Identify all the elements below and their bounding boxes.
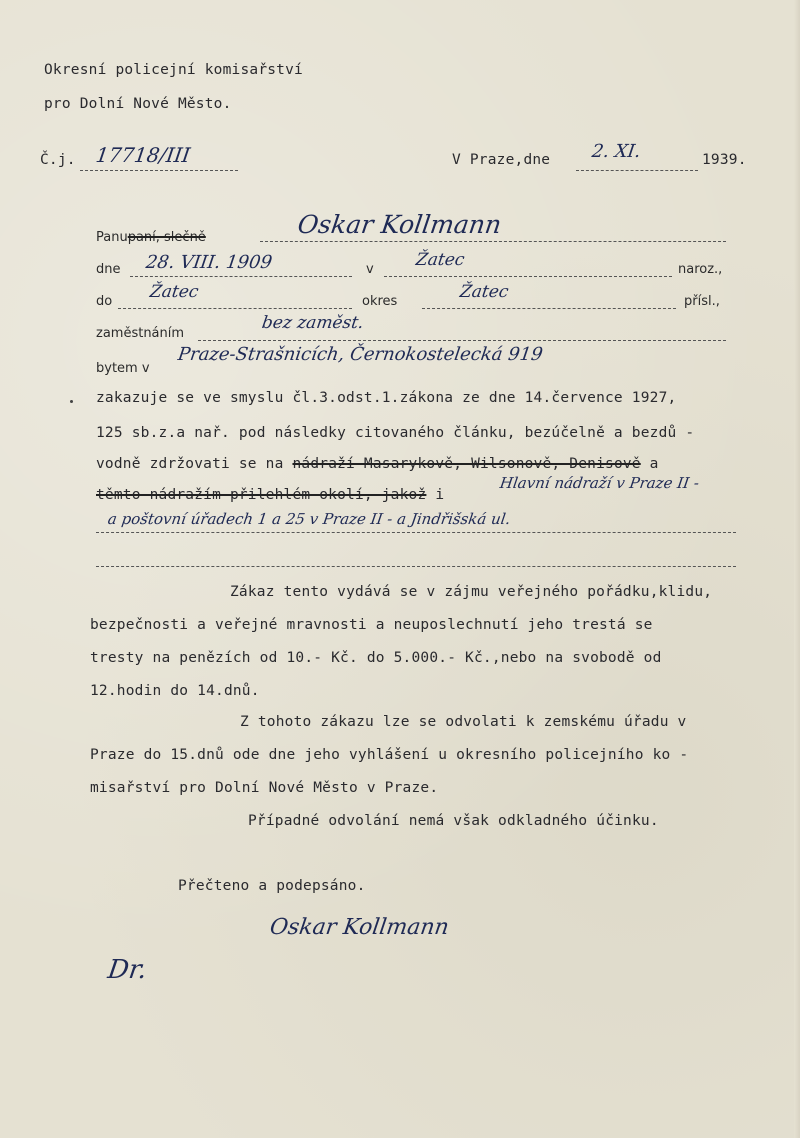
notice-p2-line3: misařství pro Dolní Nové Město v Praze. (90, 780, 439, 796)
district: Žatec (458, 282, 510, 302)
do-label: do (96, 294, 113, 309)
body-line3-struck: nádraží Masarykově, Wilsonově, Denisově (292, 456, 641, 472)
dne-label: dne (96, 262, 121, 277)
prisl-label: přísl., (684, 294, 720, 309)
notice-p2-line1: Z tohoto zákazu lze se odvolati k zemskému úřadu v (240, 714, 687, 730)
notice-p3: Případné odvolání nemá však odkladného účinku. (248, 813, 659, 829)
district-underline (422, 308, 676, 309)
initials: Dr. (105, 955, 149, 985)
body-line5-handwritten: a poštovní úřadech 1 a 25 v Praze II - a Jindřišská ul. (106, 510, 512, 528)
body-line2: 125 sb.z.a nař. pod následky citovaného článku, bezúčelně a bezdů - (96, 425, 695, 441)
naroz-label: naroz., (678, 262, 723, 277)
body-line4-handwritten: Hlavní nádraží v Praze II - (498, 474, 701, 492)
occupation-label: zaměstnáním (96, 326, 185, 341)
notice-p1-line1: Zákaz tento vydává se v zájmu veřejného pořádku,klidu, (230, 584, 713, 600)
occupation-underline (198, 340, 726, 341)
residence: Praze-Strašnicích, Černokostelecká 919 (176, 344, 545, 365)
birth-date: 28. VIII. 1909 (144, 252, 274, 273)
notice-p1-line4: 12.hodin do 14.dnů. (90, 683, 260, 699)
office-name-line1: Okresní policejní komisařství (44, 62, 303, 78)
date-year: 1939. (702, 152, 747, 168)
reference-underline (80, 170, 238, 171)
body-line4 (96, 487, 444, 503)
body-line4-mid: i (435, 487, 445, 503)
name-underline (260, 241, 726, 242)
body-line1: zakazuje se ve smyslu čl.3.odst.1.zákona ze dne 14.července 1927, (96, 390, 677, 406)
place-date-prefix: V Praze,dne (452, 152, 551, 168)
panu-struck-text: paní, slečně (127, 230, 206, 245)
scan-edge (794, 0, 800, 1138)
notice-p1-line2: bezpečnosti a veřejné mravnosti a neuposlechnutí jeho trestá se (90, 617, 653, 633)
residence-label: bytem v (96, 361, 150, 376)
body-underline-1 (96, 532, 736, 533)
body-line3-suffix: a (649, 456, 659, 472)
v-label: v (366, 262, 374, 277)
okres-label: okres (362, 294, 398, 309)
birth-place: Žatec (414, 250, 466, 270)
notice-p1-line3: tresty na penězích od 10.- Kč. do 5.000.- Kč.,nebo na svobodě od (90, 650, 662, 666)
read-and-signed: Přečteno a podepsáno. (178, 878, 366, 894)
body-line4-struck: těmto nádražím přilehlém okolí, jakož (96, 487, 427, 503)
margin-dot (70, 400, 73, 403)
birth-date-underline (130, 276, 352, 277)
body-line3 (96, 456, 659, 472)
body-underline-2 (96, 566, 736, 567)
reference-label: Č.j. (40, 152, 76, 168)
domicile: Žatec (148, 282, 200, 302)
panu-text: Panu (96, 230, 128, 245)
signature: Oskar Kollmann (268, 915, 451, 940)
reference-number: 17718/III (94, 143, 192, 167)
birth-place-underline (384, 276, 672, 277)
domicile-underline (118, 308, 352, 309)
notice-p2-line2: Praze do 15.dnů ode dne jeho vyhlášení u okresního policejního ko - (90, 747, 689, 763)
panu-label (96, 230, 206, 245)
office-name-line2: pro Dolní Nové Město. (44, 96, 232, 112)
date-underline (576, 170, 698, 171)
body-line3-prefix: vodně zdržovati se na (96, 456, 284, 472)
person-name: Oskar Kollmann (295, 210, 504, 239)
occupation: bez zaměst. (260, 313, 365, 333)
date-handwritten: 2. XI. (590, 141, 643, 162)
